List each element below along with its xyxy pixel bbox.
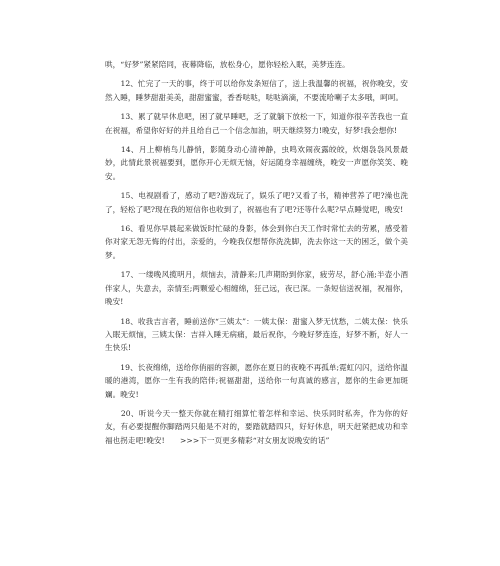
paragraph-text: 、月上柳梢鸟儿静悄，影随身动心清神静，虫鸣欢闹夜露皎皎，炊烟袅袅风景最妙，此情此景祝福要到，愿你开心无烦无恼，好运随身幸福缠绕，晚安一声愿你笑笑、晚安。 <box>105 145 408 181</box>
paragraph-number: 16 <box>120 224 131 234</box>
paragraph-text: 、电视剧看了，感动了吧?游戏玩了，娱乐了吧?又看了书，精神营养了吧?澡也洗了，轻松了吧?现在我的短信你也收到了，祝福也有了吧?还等什么呢?早点睡觉吧，晚安! <box>105 191 409 214</box>
paragraph <box>105 222 408 262</box>
paragraph-text: 、忙完了一天的事，终于可以给你发条短信了，送上我温馨的祝福，祝你晚安，安然入睡，睡梦甜甜美美，甜甜蜜蜜，香香哒哒，哒哒滴滴，不要流哈喇子太多哦，呵呵。 <box>105 79 408 102</box>
paragraph-text: 哄，“好梦”紧紧陪同，夜幕降临，放松身心，愿你轻松入眠，美梦连连。 <box>105 60 350 69</box>
paragraph <box>105 77 408 104</box>
paragraph-text: 、听说今天一整天你就在精打细算忙着怎样和幸运、快乐同时私奔，作为你的好友，有必要提醒你脚踏两只船是不对的，要踏就踏四只，好好休息，明天赶紧把成功和幸福也拐走吧!晚安! >>>下一页更多精彩“对女朋友说晚安的话” <box>105 408 408 445</box>
paragraph-number: 14 <box>120 145 131 155</box>
paragraph-text: 、看见你早晨起来做饭时忙碌的身影，体会到你白天工作时常忙去的劳累，感受着你对家无怨无悔的付出，亲爱的，今晚我仅想帮你洗洗脚，洗去你这一天的困乏，做个美梦。 <box>105 224 408 260</box>
paragraph <box>105 58 408 71</box>
paragraph-text: 、收我吉言者，睡前送你“三姨太”：一姨太保：甜蜜入梦无忧愁，二姨太保：快乐入眠无烦恼，三姨太保：吉祥入睡无病痛，最后祝你，今晚好梦连连，好梦不断，好人一生快乐! <box>105 316 408 353</box>
paragraph <box>105 189 408 216</box>
paragraph-number: 19 <box>120 362 131 372</box>
paragraph <box>105 268 408 308</box>
paragraph <box>105 407 408 447</box>
paragraph-number: 12 <box>120 79 131 89</box>
paragraph-text: 、一缕晚风揽明月，烦恼去，清静来;几声期盼到你家，疲劳尽，舒心涌;半壶小酒伴家人，失意去，亲情至;两颗爱心相缠绵，狂己远，夜已深。一条短信送祝福，祝福你，晚安! <box>105 270 408 307</box>
paragraph-number: 20 <box>120 408 131 418</box>
paragraph <box>105 110 408 137</box>
paragraph-text: 、长夜绵绵，送给你俏丽的容颜，愿你在夏日的夜晚不再孤单;霓虹闪闪，送给你温暖的港湾，愿你一生有我的陪伴;祝福甜甜，送给你一句真诚的感言，愿你的生命更加斑斓。晚安! <box>105 362 408 399</box>
paragraph <box>105 315 408 355</box>
paragraph-number: 13 <box>120 112 131 122</box>
paragraph-number: 17 <box>120 270 131 280</box>
paragraph-number: 18 <box>120 316 131 326</box>
article-body <box>105 58 408 453</box>
paragraph <box>105 143 408 183</box>
paragraph <box>105 361 408 401</box>
paragraph-text: 、累了就早休息吧，困了就早睡吧，乏了就躺下放松一下，知道你很辛苦我也一直在祝福，希望你好好的并且给自己一个信念加油，明天继续努力!晚安，好梦!我会想你! <box>105 112 408 135</box>
paragraph-number: 15 <box>120 191 131 201</box>
